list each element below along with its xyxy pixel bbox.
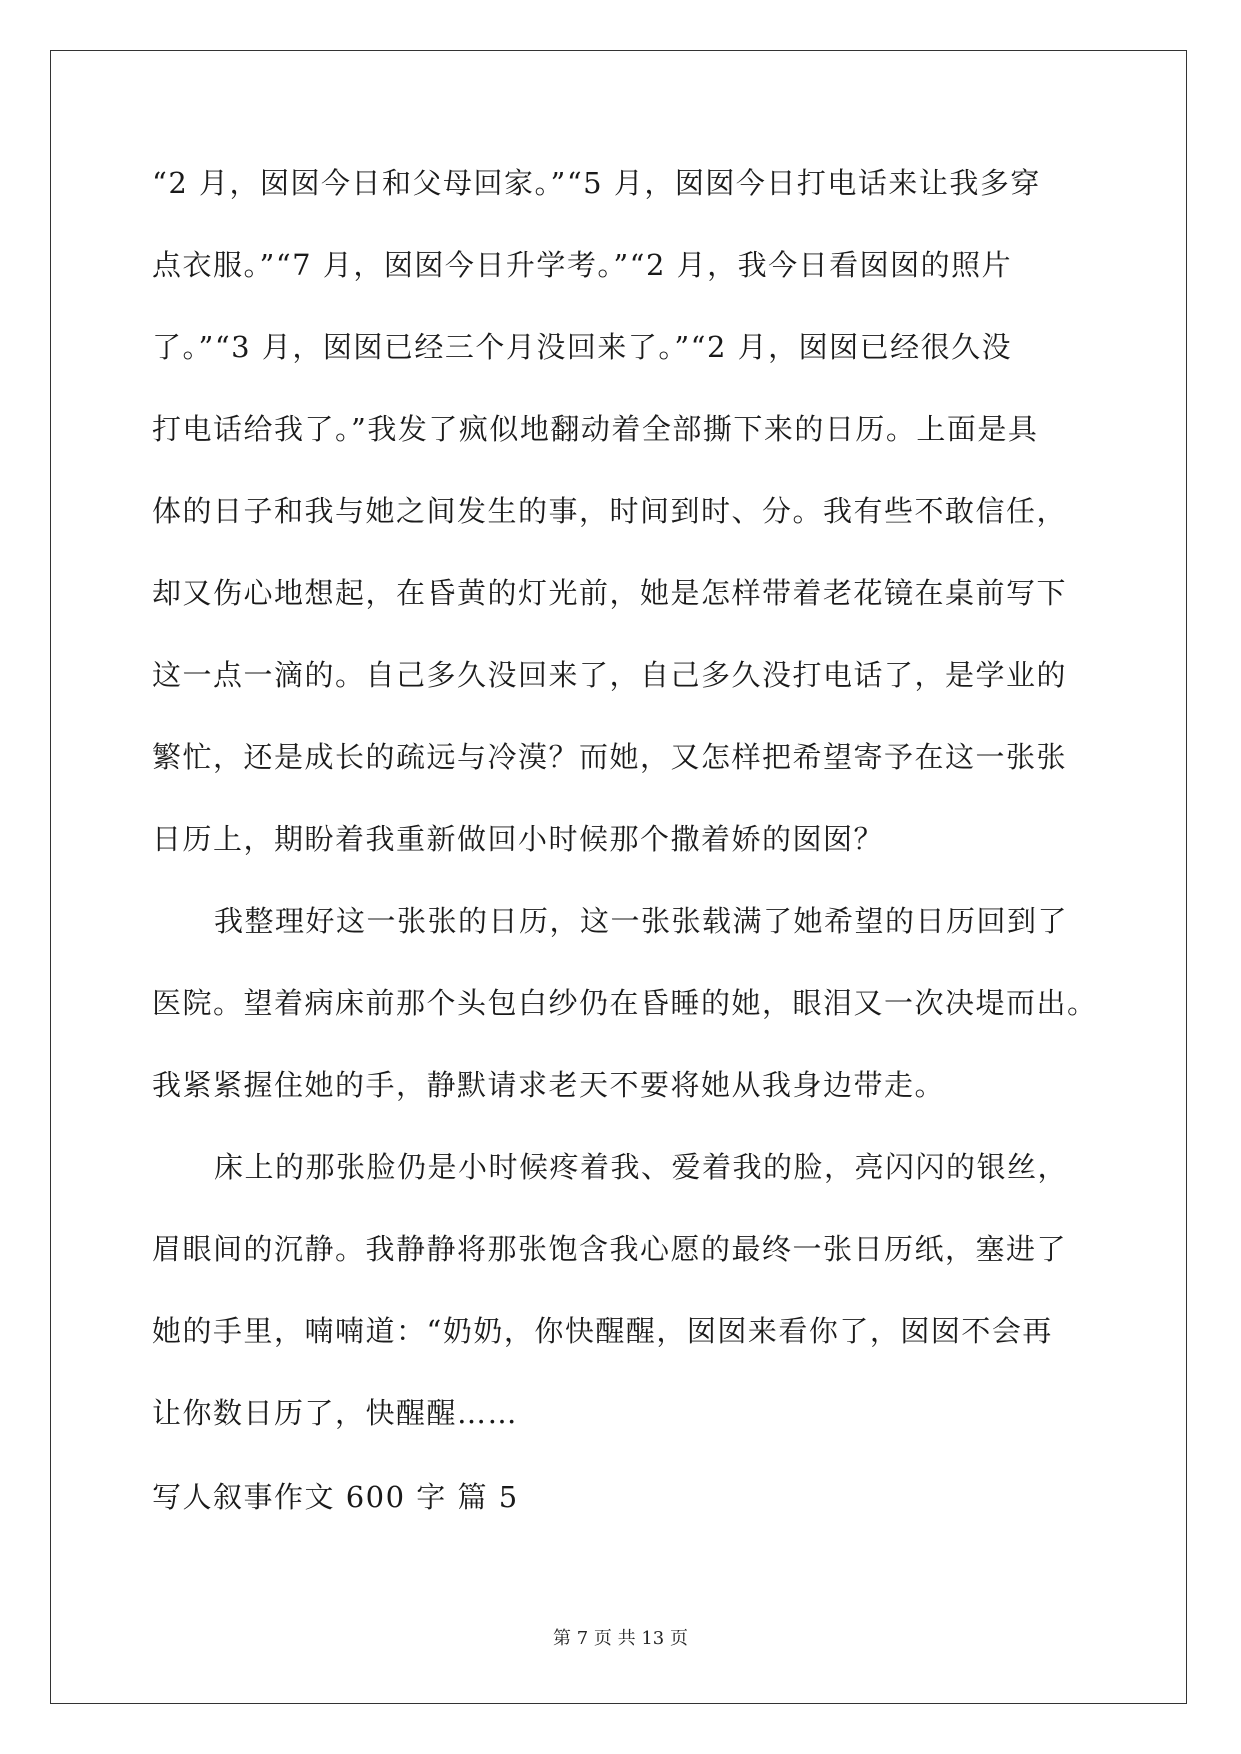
text-line: 体的日子和我与她之间发生的事，时间到时、分。我有些不敢信任， (152, 494, 1068, 528)
text-line: 床上的那张脸仍是小时候疼着我、爱着我的脸，亮闪闪的银丝， (214, 1150, 1069, 1184)
paragraph-1 (152, 160, 1102, 898)
document-body (152, 160, 1102, 1520)
page-number-footer: 第 7 页 共 13 页 (553, 1628, 688, 1649)
text-line: 繁忙，还是成长的疏远与冷漠？而她，又怎样把希望寄予在这一张张 (152, 740, 1068, 774)
text-line: 她的手里，喃喃道：“奶奶，你快醒醒，囡囡来看你了，囡囡不会再 (152, 1314, 1053, 1348)
text-line: 了。”“3 月，囡囡已经三个月没回来了。”“2 月，囡囡已经很久没 (152, 330, 1013, 364)
text-line: 点衣服。”“7 月，囡囡今日升学考。”“2 月，我今日看囡囡的照片 (152, 248, 1013, 282)
paragraph-3 (152, 1144, 1102, 1472)
text-line: “2 月，囡囡今日和父母回家。”“5 月，囡囡今日打电话来让我多穿 (152, 166, 1041, 200)
text-line: 打电话给我了。”我发了疯似地翻动着全部撕下来的日历。上面是具 (152, 412, 1039, 446)
section-heading: 写人叙事作文 600 字 篇 5 (152, 1480, 519, 1514)
text-line: 我整理好这一张张的日历，这一张张载满了她希望的日历回到了 (214, 904, 1069, 938)
paragraph-2 (152, 898, 1102, 1144)
text-line: 让你数日历了，快醒醒…… (152, 1396, 519, 1430)
text-line: 这一点一滴的。自己多久没回来了，自己多久没打电话了，是学业的 (152, 658, 1068, 692)
text-line: 医院。望着病床前那个头包白纱仍在昏睡的她，眼泪又一次决堤而出。 (152, 986, 1098, 1020)
text-line: 眉眼间的沉静。我静静将那张饱含我心愿的最终一张日历纸，塞进了 (152, 1232, 1068, 1266)
text-line: 日历上，期盼着我重新做回小时候那个撒着娇的囡囡？ (152, 822, 885, 856)
text-line: 却又伤心地想起，在昏黄的灯光前，她是怎样带着老花镜在桌前写下 (152, 576, 1068, 610)
text-line: 我紧紧握住她的手，静默请求老天不要将她从我身边带走。 (152, 1068, 946, 1102)
